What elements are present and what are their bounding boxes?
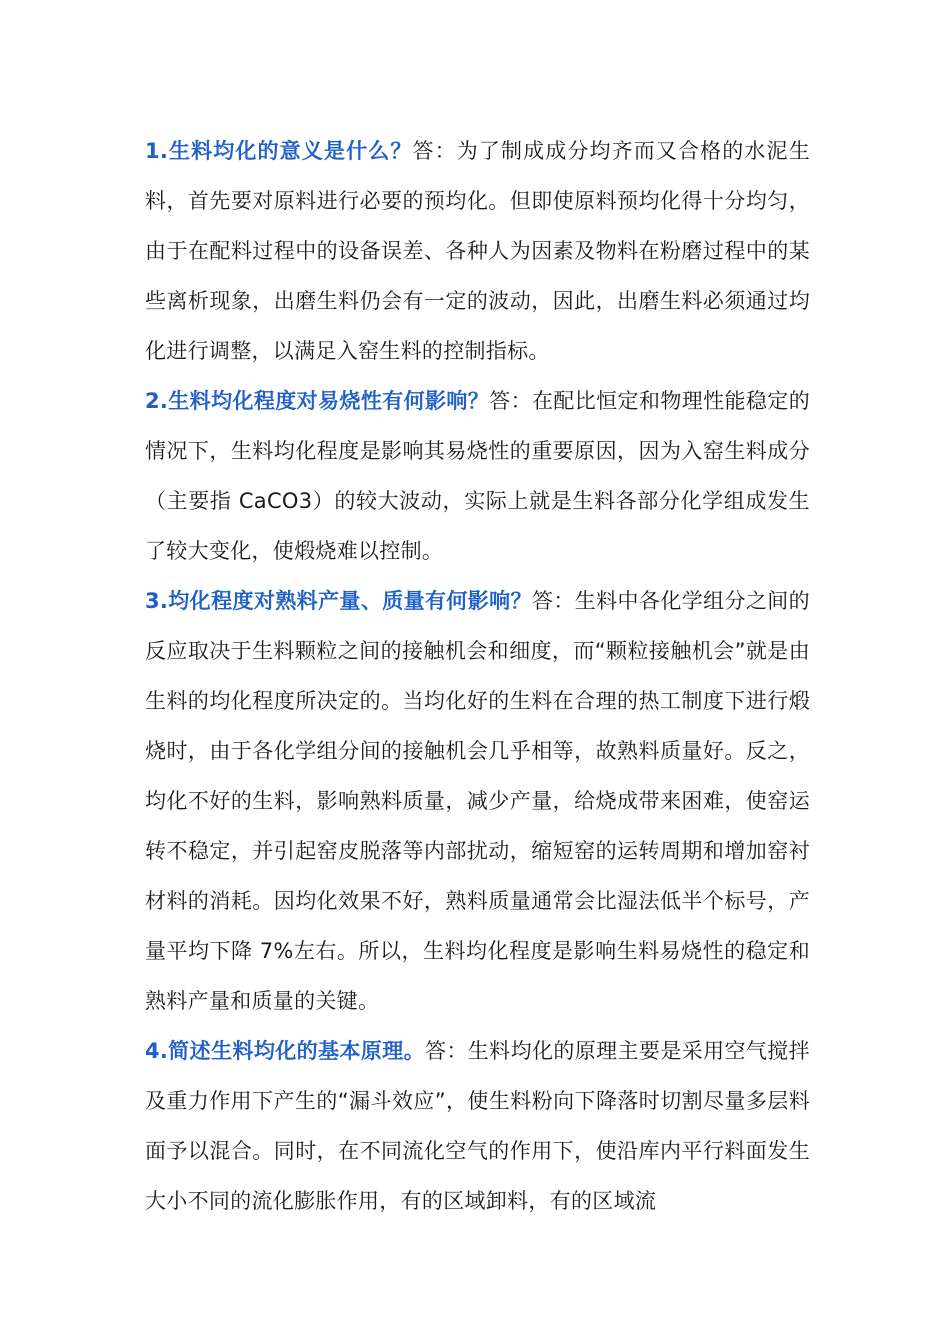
answer-1: 答：为了制成成分均齐而又合格的水泥生料，首先要对原料进行必要的预均化。但即使原料预均化得十分均匀，由于在配料过程中的设备误差、各种人为因素及物料在粉磨过程中的某些离析现象，出磨生料仍会有一定的波动，因此，出磨生料必须通过均化进行调整，以满足入窑生料的控制指标。 — [145, 139, 810, 363]
answer-2: 答：在配比恒定和物理性能稳定的情况下，生料均化程度是影响其易烧性的重要原因，因为入窑生料成分（主要指 CaCO3）的较大波动，实际上就是生料各部分化学组成发生了较大变化，使煅烧难以控制。 — [145, 389, 810, 563]
qa-item-2 — [145, 376, 810, 576]
document-content — [145, 126, 810, 1226]
answer-4: 答：生料均化的原理主要是采用空气搅拌及重力作用下产生的“漏斗效应”，使生料粉向下降落时切割尽量多层料面予以混合。同时，在不同流化空气的作用下，使沿库内平行料面发生大小不同的流化膨胀作用，有的区域卸料，有的区域流 — [145, 1039, 810, 1213]
question-1: 1.生料均化的意义是什么？ — [145, 139, 413, 163]
qa-item-1 — [145, 126, 810, 376]
question-2: 2.生料均化程度对易烧性有何影响？ — [145, 389, 490, 413]
qa-item-4 — [145, 1026, 810, 1226]
qa-item-3 — [145, 576, 810, 1026]
answer-3: 答：生料中各化学组分之间的反应取决于生料颗粒之间的接触机会和细度，而“颗粒接触机会”就是由生料的均化程度所决定的。当均化好的生料在合理的热工制度下进行煅烧时，由于各化学组分间的接触机会几乎相等，故熟料质量好。反之，均化不好的生料，影响熟料质量，减少产量，给烧成带来困难，使窑运转不稳定，并引起窑皮脱落等内部扰动，缩短窑的运转周期和增加窑衬材料的消耗。因均化效果不好，熟料质量通常会比湿法低半个标号，产量平均下降 7%左右。所以，生料均化程度是影响生料易烧性的稳定和熟料产量和质量的关键。 — [145, 589, 810, 1013]
question-3: 3.均化程度对熟料产量、质量有何影响？ — [145, 589, 532, 613]
question-4: 4.简述生料均化的基本原理。 — [145, 1039, 425, 1063]
